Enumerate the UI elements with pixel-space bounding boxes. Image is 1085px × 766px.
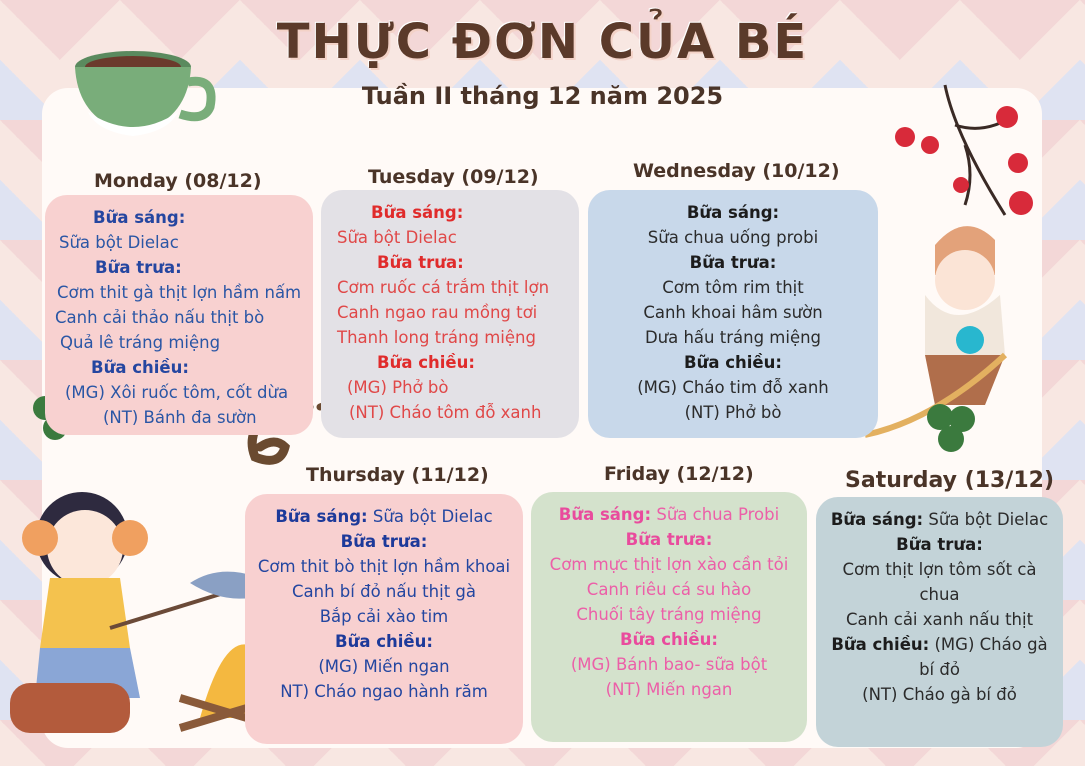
snack-item: (NT) Miến ngan — [605, 680, 733, 699]
menu-card-tuesday — [321, 190, 579, 438]
lunch-label: Bữa trưa: — [896, 535, 983, 554]
breakfast-label: Bữa sáng: — [371, 203, 464, 222]
menu-card-thursday — [245, 494, 523, 744]
snack-item: NT) Cháo ngao hành răm — [280, 682, 488, 701]
snack-label: Bữa chiều: — [831, 635, 930, 654]
day-label-friday: Friday (12/12) — [604, 463, 754, 485]
breakfast-item: Sữa bột Dielac — [337, 228, 457, 247]
lunch-label: Bữa trưa: — [95, 258, 182, 277]
snack-item: (NT) Cháo tôm đỗ xanh — [349, 403, 542, 422]
snack-item: (MG) Xôi ruốc tôm, cốt dừa — [65, 383, 289, 402]
lunch-item: Canh bí đỏ nấu thịt gà — [292, 582, 476, 601]
snack-label: Bữa chiều: — [91, 358, 189, 377]
lunch-item: Cơm ruốc cá trắm thịt lợn — [337, 278, 550, 297]
breakfast-item: Sữa bột Dielac — [928, 510, 1049, 529]
lunch-item: Canh ngao rau mồng tơi — [337, 303, 538, 322]
day-label-saturday: Saturday (13/12) — [845, 468, 1055, 493]
lunch-item: Cơm thit bò thịt lợn hầm khoai — [257, 557, 511, 576]
snack-item: (MG) Phở bò — [347, 378, 449, 397]
snack-item: bí đỏ — [919, 660, 960, 679]
menu-card-wednesday — [588, 190, 878, 438]
menu-card-saturday — [816, 497, 1063, 747]
snack-item: (NT) Cháo gà bí đỏ — [862, 685, 1017, 704]
lunch-item: Cơm thịt lợn tôm sốt cà — [842, 560, 1037, 579]
breakfast-label: Bữa sáng: — [686, 203, 780, 222]
lunch-item: Canh cải thảo nấu thịt bò — [55, 308, 265, 327]
snack-label: Bữa chiều: — [377, 353, 475, 372]
snack-label: Bữa chiều: — [620, 630, 718, 649]
lunch-item: Thanh long tráng miệng — [337, 328, 536, 347]
lunch-item: Canh cải xanh nấu thịt — [845, 610, 1034, 629]
breakfast-label: Bữa sáng: — [558, 505, 652, 524]
lunch-item: Dưa hấu tráng miệng — [644, 328, 822, 347]
breakfast-label: Bữa sáng: — [275, 507, 368, 526]
lunch-item: Canh khoai hâm sườn — [643, 303, 823, 322]
lunch-label: Bữa trưa: — [377, 253, 464, 272]
day-label-monday: Monday (08/12) — [94, 170, 262, 192]
lunch-item: Bắp cải xào tim — [319, 607, 449, 626]
snack-label: Bữa chiều: — [335, 632, 433, 651]
lunch-item: chua — [919, 585, 960, 604]
breakfast-label: Bữa sáng: — [93, 208, 186, 227]
snack-item: (MG) Cháo tim đỗ xanh — [637, 378, 829, 397]
lunch-item: Cơm thit gà thịt lợn hầm nấm — [57, 283, 302, 302]
page-title: THỰC ĐƠN CỦA BÉ — [276, 14, 809, 70]
lunch-item: Quả lê tráng miệng — [60, 333, 221, 352]
snack-item: (MG) Cháo gà — [934, 635, 1048, 654]
snack-label: Bữa chiều: — [684, 353, 782, 372]
snack-item: (MG) Bánh bao- sữa bột — [570, 655, 768, 674]
day-label-wednesday: Wednesday (10/12) — [633, 160, 840, 182]
snack-item: (MG) Miến ngan — [318, 657, 450, 676]
lunch-label: Bữa trưa: — [625, 530, 713, 549]
menu-card-monday — [45, 195, 313, 435]
snack-item: (NT) Bánh đa sườn — [103, 408, 257, 427]
lunch-label: Bữa trưa: — [340, 532, 428, 551]
day-label-thursday: Thursday (11/12) — [306, 464, 489, 486]
menu-card-friday — [531, 492, 807, 742]
day-label-tuesday: Tuesday (09/12) — [368, 166, 539, 188]
page-subtitle: Tuần II tháng 12 năm 2025 — [361, 82, 724, 110]
clover-leaf-icon — [915, 395, 985, 465]
lunch-item: Canh riêu cá su hào — [586, 580, 752, 599]
breakfast-item: Sữa bột Dielac — [59, 233, 179, 252]
snack-item: (NT) Phở bò — [684, 403, 782, 422]
lunch-label: Bữa trưa: — [689, 253, 777, 272]
breakfast-item: Sữa bột Dielac — [372, 507, 493, 526]
breakfast-label: Bữa sáng: — [830, 510, 924, 529]
lunch-item: Cơm tôm rim thịt — [662, 278, 804, 297]
lunch-item: Chuối tây tráng miệng — [576, 605, 762, 624]
breakfast-item: Sữa chua uống probi — [647, 228, 819, 247]
lunch-item: Cơm mực thịt lợn xào cần tỏi — [549, 555, 789, 574]
breakfast-item: Sữa chua Probi — [656, 505, 780, 524]
